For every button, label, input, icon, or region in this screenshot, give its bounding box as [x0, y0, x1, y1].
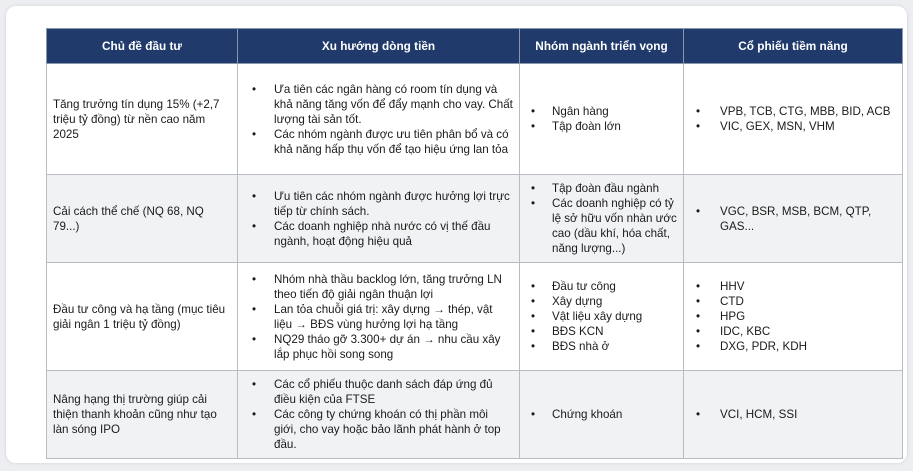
list-item: • Ngân hàng: [526, 104, 677, 119]
sector-cell: [520, 263, 684, 371]
list-item: • CTD: [690, 294, 896, 309]
list-item: • HPG: [690, 309, 896, 324]
list-item: • Nhóm nhà thầu backlog lớn, tăng trưởng LN theo tiến độ giải ngân thuận lợi: [244, 272, 513, 302]
sector-cell: [520, 371, 684, 459]
table-row: [47, 263, 903, 371]
list-item: • Ưu tiên các nhóm ngành được hưởng lợi trực tiếp từ chính sách.: [244, 189, 513, 219]
stock-cell: [684, 64, 903, 175]
list-item: • VPB, TCB, CTG, MBB, BID, ACB: [690, 104, 896, 119]
table-header-row: [47, 29, 903, 64]
list-item: • HHV: [690, 279, 896, 294]
list-item: • Đầu tư công: [526, 279, 677, 294]
header-sectors: Nhóm ngành triển vọng: [520, 29, 684, 64]
list-item: • DXG, PDR, KDH: [690, 339, 896, 354]
list-item: • Các công ty chứng khoán có thị phần môi giới, cho vay hoặc bảo lãnh phát hành ở top đầu.: [244, 407, 513, 452]
list-item: • Các cổ phiếu thuộc danh sách đáp ứng đủ điều kiện của FTSE: [244, 377, 513, 407]
trend-cell: [238, 175, 520, 263]
list-item: • Chứng khoán: [526, 407, 677, 422]
table-row: [47, 371, 903, 459]
trend-cell: [238, 371, 520, 459]
list-item: • IDC, KBC: [690, 324, 896, 339]
list-item: • VIC, GEX, MSN, VHM: [690, 119, 896, 134]
list-item: • Vật liệu xây dựng: [526, 309, 677, 324]
list-item: • BĐS nhà ở: [526, 339, 677, 354]
trend-cell: [238, 64, 520, 175]
list-item: • VGC, BSR, MSB, BCM, QTP, GAS...: [690, 204, 896, 234]
list-item: • Các doanh nghiệp có tỷ lệ sở hữu vốn nhàn ước cao (dầu khí, hóa chất, năng lượng...): [526, 196, 677, 256]
theme-cell: Nâng hạng thị trường giúp cải thiện thanh khoản cũng như tạo làn sóng IPO: [47, 371, 238, 459]
list-item: • Xây dựng: [526, 294, 677, 309]
theme-cell: Tăng trưởng tín dụng 15% (+2,7 triệu tỷ đồng) từ nền cao năm 2025: [47, 64, 238, 175]
list-item: • Tập đoàn lớn: [526, 119, 677, 134]
sector-cell: [520, 64, 684, 175]
list-item: • BĐS KCN: [526, 324, 677, 339]
theme-cell: Cải cách thể chế (NQ 68, NQ 79...): [47, 175, 238, 263]
list-item: • Các doanh nghiệp nhà nước có vị thế đầu ngành, hoạt động hiệu quả: [244, 219, 513, 249]
trend-cell: [238, 263, 520, 371]
list-item: • Lan tỏa chuỗi giá trị: xây dựng → thép, vật liệu → BĐS vùng hưởng lợi hạ tầng: [244, 302, 513, 332]
table-row: [47, 175, 903, 263]
header-stocks: Cổ phiếu tiềm năng: [684, 29, 903, 64]
header-money-flow: Xu hướng dòng tiền: [238, 29, 520, 64]
sector-cell: [520, 175, 684, 263]
theme-cell: Đầu tư công và hạ tầng (mục tiêu giải ngân 1 triệu tỷ đồng): [47, 263, 238, 371]
stock-cell: [684, 263, 903, 371]
list-item: • Ưa tiên các ngân hàng có room tín dụng và khả năng tăng vốn để đẩy mạnh cho vay. Chất lượng tài sản tốt.: [244, 82, 513, 127]
content-card: [6, 6, 907, 463]
list-item: • VCI, HCM, SSI: [690, 407, 896, 422]
header-theme: Chủ đề đầu tư: [47, 29, 238, 64]
list-item: • Các nhóm ngành được ưu tiên phân bổ và có khả năng hấp thụ vốn để tạo hiệu ứng lan tỏa: [244, 127, 513, 157]
list-item: • Tập đoàn đầu ngành: [526, 181, 677, 196]
stock-cell: [684, 371, 903, 459]
table-row: [47, 64, 903, 175]
investment-themes-table: [46, 28, 903, 459]
list-item: • NQ29 tháo gỡ 3.300+ dự án → nhu cầu xây lắp phục hồi song song: [244, 332, 513, 362]
stock-cell: [684, 175, 903, 263]
